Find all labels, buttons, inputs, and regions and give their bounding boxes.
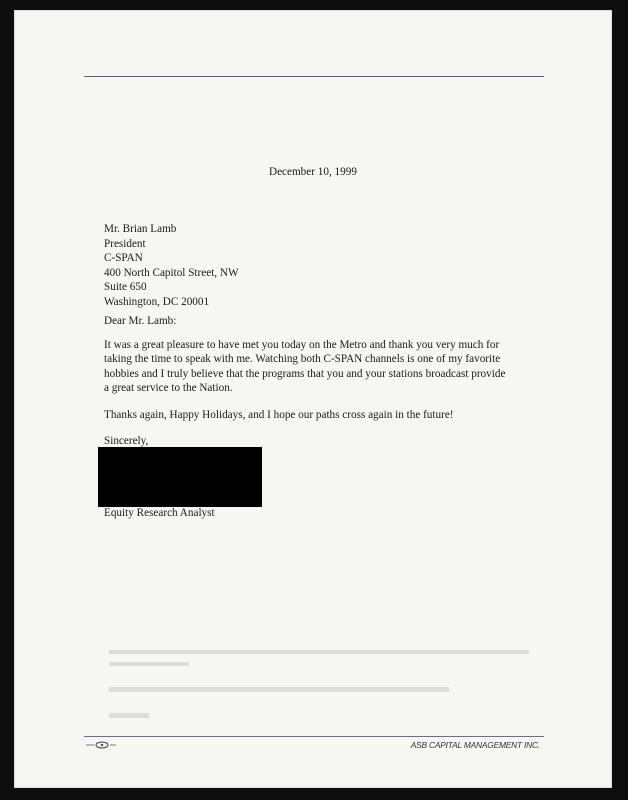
signer-title: Equity Research Analyst	[104, 507, 215, 519]
letter-date: December 10, 1999	[269, 166, 357, 178]
body-line: hobbies and I truly believe that the programs that you and your stations broadcast provide	[104, 367, 506, 380]
closing: Sincerely,	[104, 435, 149, 447]
body-line: a great service to the Nation.	[104, 382, 233, 395]
body-line: taking the time to speak with me. Watching both C-SPAN channels is one of my favorite	[104, 353, 501, 366]
thanks-paragraph: Thanks again, Happy Holidays, and I hope our paths cross again in the future!	[104, 409, 454, 421]
body-line: It was a great pleasure to have met you today on the Metro and thank you very much for	[104, 339, 500, 351]
letterhead-top-rule	[84, 76, 544, 77]
body-paragraph	[104, 338, 554, 396]
footer-rule	[84, 736, 544, 737]
recipient-name: Mr. Brian Lamb	[104, 223, 177, 235]
signature-redaction-block	[98, 447, 262, 507]
recipient-organization: C-SPAN	[104, 252, 143, 265]
footer-company-name: ASB CAPITAL MANAGEMENT INC.	[410, 740, 540, 750]
recipient-suite: Suite 650	[104, 281, 147, 294]
letter-page	[14, 10, 612, 788]
company-logo-icon	[86, 741, 118, 749]
recipient-address-block	[104, 222, 239, 310]
bleed-through-lines	[99, 646, 549, 726]
recipient-title: President	[104, 237, 146, 250]
recipient-city-state-zip: Washington, DC 20001	[104, 295, 210, 308]
recipient-street: 400 North Capitol Street, NW	[104, 266, 239, 279]
salutation: Dear Mr. Lamb:	[104, 315, 177, 327]
bleed-through-texture	[99, 646, 549, 726]
